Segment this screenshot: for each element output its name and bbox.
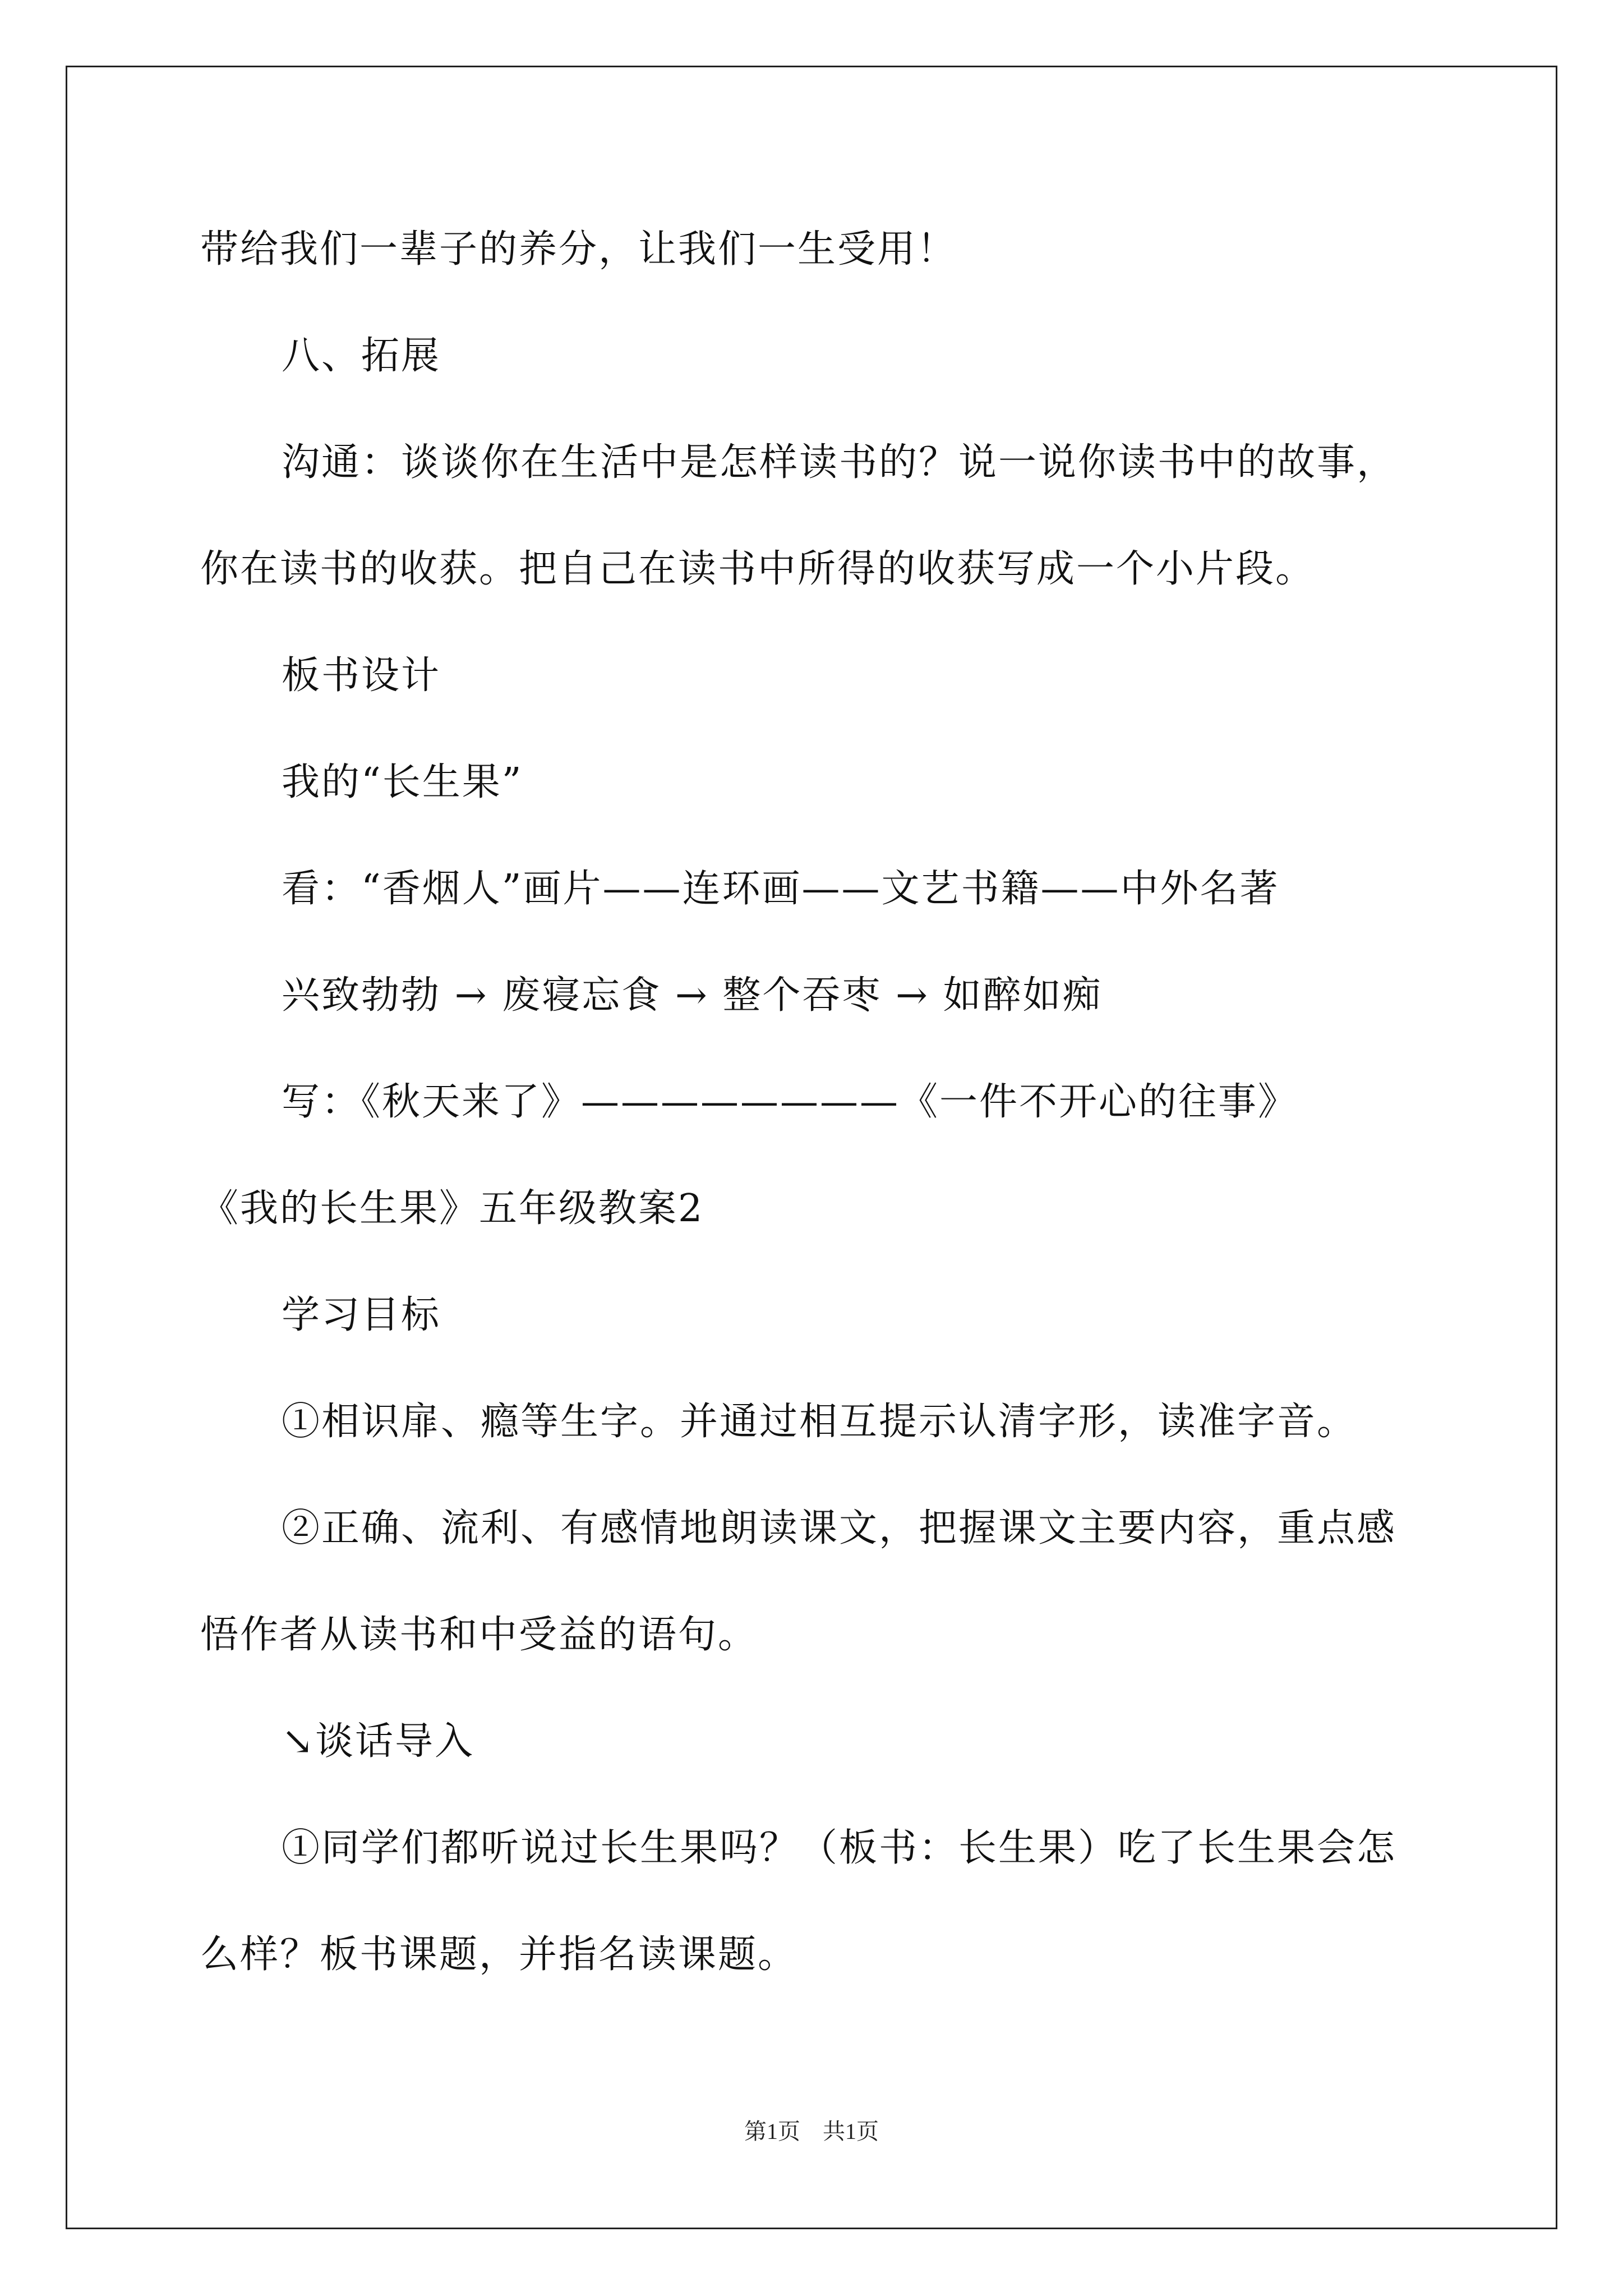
document-title: 《我的长生果》五年级教案2 xyxy=(200,1186,704,1231)
text-line: 看：“香烟人”画片——连环画——文艺书籍——中外名著 xyxy=(282,867,1280,911)
text-line: 你在读书的收获。把自己在读书中所得的收获写成一个小片段。 xyxy=(200,547,1316,591)
text-line: ②正确、流利、有感情地朗读课文，把握课文主要内容，重点感 xyxy=(282,1506,1397,1550)
text-line: ①相识扉、瘾等生字。并通过相互提示认清字形，读准字音。 xyxy=(282,1400,1357,1444)
section-heading: 板书设计 xyxy=(282,654,441,698)
text-line: ①同学们都听说过长生果吗？（板书：长生果）吃了长生果会怎 xyxy=(282,1826,1397,1870)
text-line: 写：《秋天来了》————————《一件不开心的往事》 xyxy=(282,1080,1298,1124)
text-line: 么样？板书课题，并指名读课题。 xyxy=(200,1932,798,1977)
section-heading: ↘谈话导入 xyxy=(282,1719,474,1764)
section-heading: 学习目标 xyxy=(282,1293,441,1337)
page-border xyxy=(66,66,1557,2229)
text-line: 兴致勃勃 → 废寝忘食 → 整个吞枣 → 如醉如痴 xyxy=(282,973,1103,1018)
text-line: 悟作者从读书和中受益的语句。 xyxy=(200,1613,758,1657)
text-line: 带给我们一辈子的养分，让我们一生受用！ xyxy=(200,227,957,272)
text-line: 我的“长生果” xyxy=(282,760,523,804)
page-footer: 第1页 共1页 xyxy=(744,2119,879,2144)
section-heading: 八、拓展 xyxy=(282,334,441,378)
text-line: 沟通：谈谈你在生活中是怎样读书的？说一说你读书中的故事， xyxy=(282,440,1397,485)
